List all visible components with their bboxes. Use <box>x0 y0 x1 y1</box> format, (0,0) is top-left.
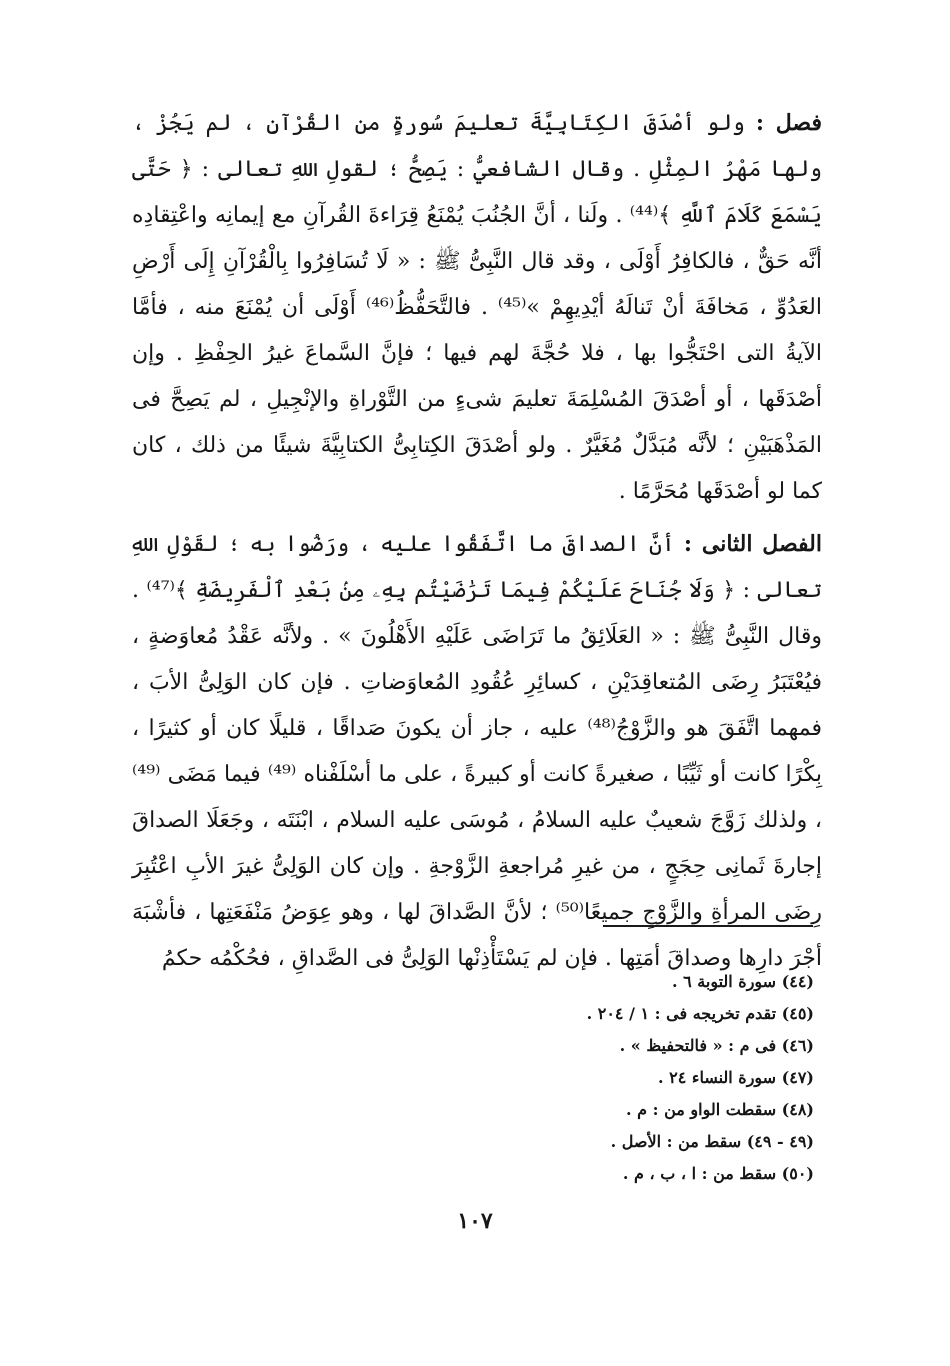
footnote-44: (٤٤) سورة التوبة ٦ . <box>671 972 814 991</box>
paragraph-section-first <box>132 100 822 515</box>
footnote-47: (٤٧) سورة النساء ٢٤ . <box>658 1068 814 1087</box>
footnote-50: (٥٠) سقط من : ا ، ب ، م . <box>622 1164 814 1183</box>
main-text <box>132 100 822 988</box>
footnotes <box>430 966 814 1190</box>
paragraph-section-second <box>132 521 822 982</box>
footnote-48: (٤٨) سقطت الواو من : م . <box>626 1100 814 1119</box>
footnote-46: (٤٦) فى م : « فالتحفيظ » . <box>619 1036 814 1055</box>
paragraph-text: ولو أصْدَقَ الكِتَابِيَّةَ تعليمَ سُورةٍ من القُرْآنِ ، لم يَجُزْ ، ولها مَهْرُ المِثْلِ . وقال الشافعيُّ : يَصِحُّ ؛ لقولِ اللهِ تعالى : ﴿ حَتَّى يَسْمَعَ كَلَامَ ٱللَّهِ ﴾⁽⁴⁴⁾ . ولَنا ، أنَّ الجُنُبَ يُمْنَعُ قِرَاءةَ القُرآنِ مع إيمانِه واعْتِقادِه أنَّه حَقٌّ ، فالكافِرُ أَوْلَى ، وقد قال النَّبِىُّ ﷺ : « لَا تُسَافِرُوا بِالْقُرْآنِ إِلَى أَرْضِ العَدُوِّ ، مَخافَةَ أنْ تَنالَهُ أيْدِيهِمْ »⁽⁴⁵⁾ . فالتَّحَفُّظُ⁽⁴⁶⁾ أَوْلَى أن يُمْنَعَ منه ، فأمَّا الآيةُ التى احْتَجُّوا بها ، فلا حُجَّةَ لهم فيها ؛ فإنَّ السَّماعَ غيرُ الحِفْظِ . وإن أصْدَقَها ، أو أصْدَقَ المُسْلِمَةَ تعليمَ شىءٍ من التَّوْراةِ والإنْجِيلِ ، لم يَصِحَّ فى المَذْهَبَيْنِ ؛ لأنَّه مُبَدَّلٌ مُغَيَّرٌ . ولو أصْدَقَ الكِتابِىُّ الكتابِيَّةَ شيئًا من ذلك ، كان كما لو أصْدَقَها مُحَرَّمًا . <box>132 111 823 504</box>
footnote-divider <box>603 925 813 927</box>
footnote-49: (٤٩ - ٤٩) سقط من : الأصل . <box>610 1132 814 1151</box>
footnote-45: (٤٥) تقدم تخريجه فى : ١ / ٢٠٤ . <box>586 1004 814 1023</box>
section-heading: الفصل الثانى : <box>683 531 822 557</box>
paragraph-text: أنَّ الصداقَ ما اتَّفَقُوا عليه ، ورَضُوا به ؛ لقَوْلِ اللهِ تعالى : ﴿ وَلَا جُنَاحَ عَلَيْكُمْ فِيمَا تَرَٰضَيْتُم بِهِۦ مِنۢ بَعْدِ ٱلْفَرِيضَةِ ﴾⁽⁴⁷⁾ . وقال النَّبِىُّ ﷺ : « العَلَائِقُ ما تَرَاضَى عَلَيْهِ الأَهْلُونَ » . ولأنَّه عَقْدُ مُعاوَضةٍ ، فيُعْتَبَرُ رِضَى المُتعاقِدَيْنِ ، كسائِرِ عُقُودِ المُعاوَضاتِ . فإن كان الوَلِىُّ الأبَ ، فمهما اتَّفَقَ هو والزَّوْجُ⁽⁴⁸⁾ عليه ، جاز أن يكونَ صَداقًا ، قليلًا كان أو كثيرًا ، بِكْرًا كانت أو ثَيِّبًا ، صغيرةً كانت أو كبيرةً ، على ما أسْلَفْناه ⁽⁴⁹⁾ فيما مَضَى ⁽⁴⁹⁾ ، ولذلك زَوَّجَ شعيبٌ عليه السلامُ ، مُوسَى عليه السلام ، ابْنَتَه ، وجَعَلَا الصداقَ إجارةَ ثَمانِى حِجَجٍ ، من غيرِ مُراجعةِ الزَّوْجةِ . وإن كان الوَلِىُّ غيرَ الأبِ اعْتُبِرَ رِضَى المرأةِ والزَّوْجِ جميعًا⁽⁵⁰⁾ ؛ لأنَّ الصَّداقَ لها ، وهو عِوَضُ مَنْفَعَتِها ، فأشْبَهَ أجْرَ دارِها وصداقَ أمَتِها . فإن لم يَسْتَأْذِنْها الوَلِىُّ فى الصَّداقِ ، فحُكْمُه حكمُ <box>132 532 823 971</box>
section-heading: فصل : <box>755 110 822 136</box>
page-number: ١٠٧ <box>457 1208 493 1234</box>
